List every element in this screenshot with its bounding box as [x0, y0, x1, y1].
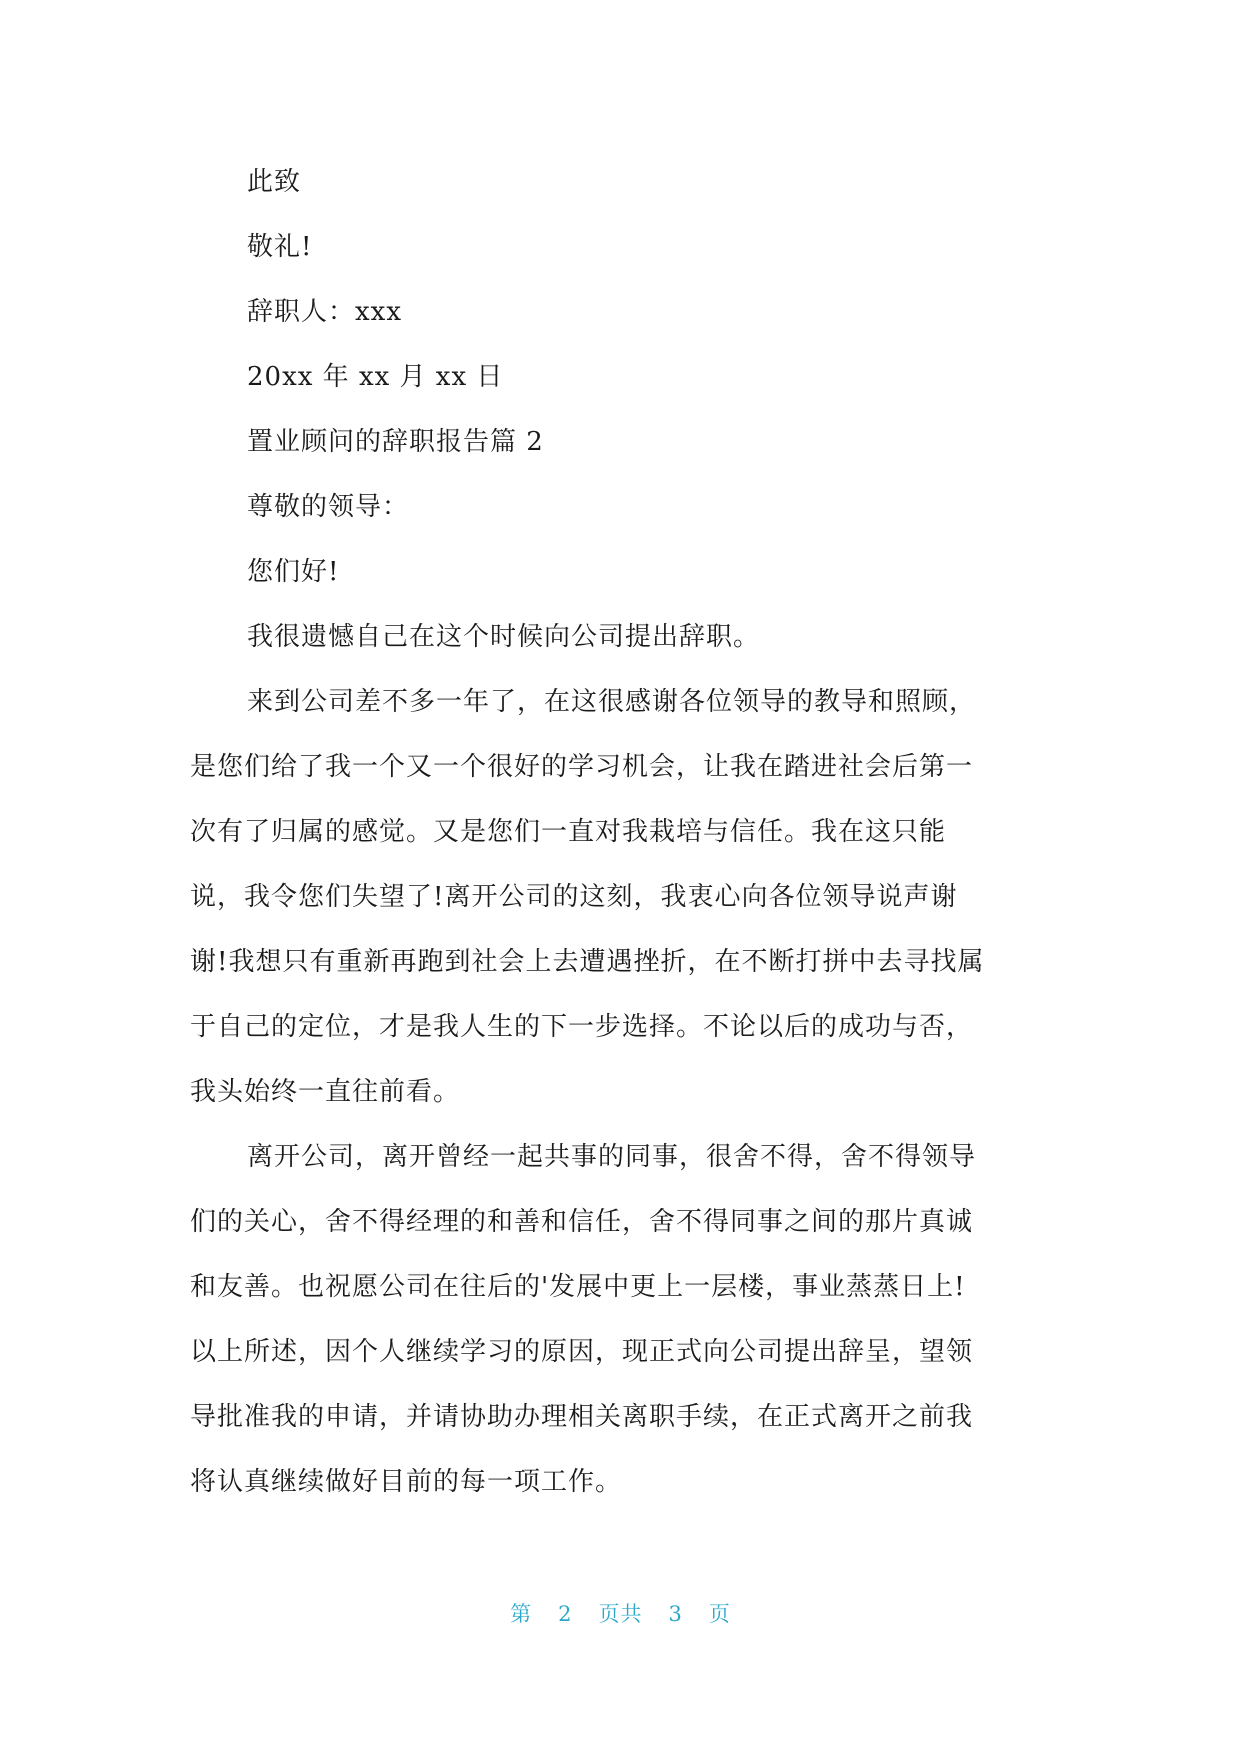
- paragraph-line: 说，我令您们失望了!离开公司的这刻，我衷心向各位领导说声谢: [190, 882, 958, 912]
- paragraph-line: 将认真继续做好目前的每一项工作。: [190, 1467, 623, 1497]
- date-line: 20xx 年 xx 月 xx 日: [247, 362, 504, 392]
- paragraph-line: 我很遗憾自己在这个时候向公司提出辞职。: [247, 622, 761, 652]
- salutation-line: 敬礼!: [247, 232, 313, 262]
- page-total: 3: [668, 1602, 683, 1626]
- page-current: 2: [558, 1602, 573, 1626]
- paragraph-line: 次有了归属的感觉。又是您们一直对我栽培与信任。我在这只能: [190, 817, 947, 847]
- page-mid: 页共: [598, 1602, 643, 1626]
- paragraph-line: 于自己的定位，才是我人生的下一步选择。不论以后的成功与否，: [190, 1012, 974, 1042]
- paragraph-line: 和友善。也祝愿公司在往后的'发展中更上一层楼，事业蒸蒸日上!: [190, 1272, 966, 1302]
- paragraph-line: 来到公司差不多一年了，在这很感谢各位领导的教导和照顾，: [247, 687, 977, 717]
- greeting-line-2: 您们好!: [247, 557, 340, 587]
- paragraph-line: 离开公司，离开曾经一起共事的同事，很舍不得，舍不得领导: [247, 1142, 977, 1172]
- greeting-line: 尊敬的领导：: [247, 492, 410, 522]
- closing-line: 此致: [247, 167, 302, 197]
- paragraph-line: 是您们给了我一个又一个很好的学习机会，让我在踏进社会后第一: [190, 752, 974, 782]
- paragraph-line: 们的关心，舍不得经理的和善和信任，舍不得同事之间的那片真诚: [190, 1207, 974, 1237]
- paragraph-line: 导批准我的申请，并请协助办理相关离职手续，在正式离开之前我: [190, 1402, 974, 1432]
- signature-line: 辞职人：xxx: [247, 297, 402, 327]
- section-title: 置业顾问的辞职报告篇 2: [247, 427, 544, 457]
- page-footer: [0, 1598, 1241, 1628]
- page-prefix: 第: [510, 1602, 533, 1626]
- paragraph-line: 我头始终一直往前看。: [190, 1077, 461, 1107]
- paragraph-line: 以上所述，因个人继续学习的原因，现正式向公司提出辞呈，望领: [190, 1337, 974, 1367]
- paragraph-line: 谢!我想只有重新再跑到社会上去遭遇挫折，在不断打拼中去寻找属: [190, 947, 985, 977]
- page-suffix: 页: [708, 1602, 731, 1626]
